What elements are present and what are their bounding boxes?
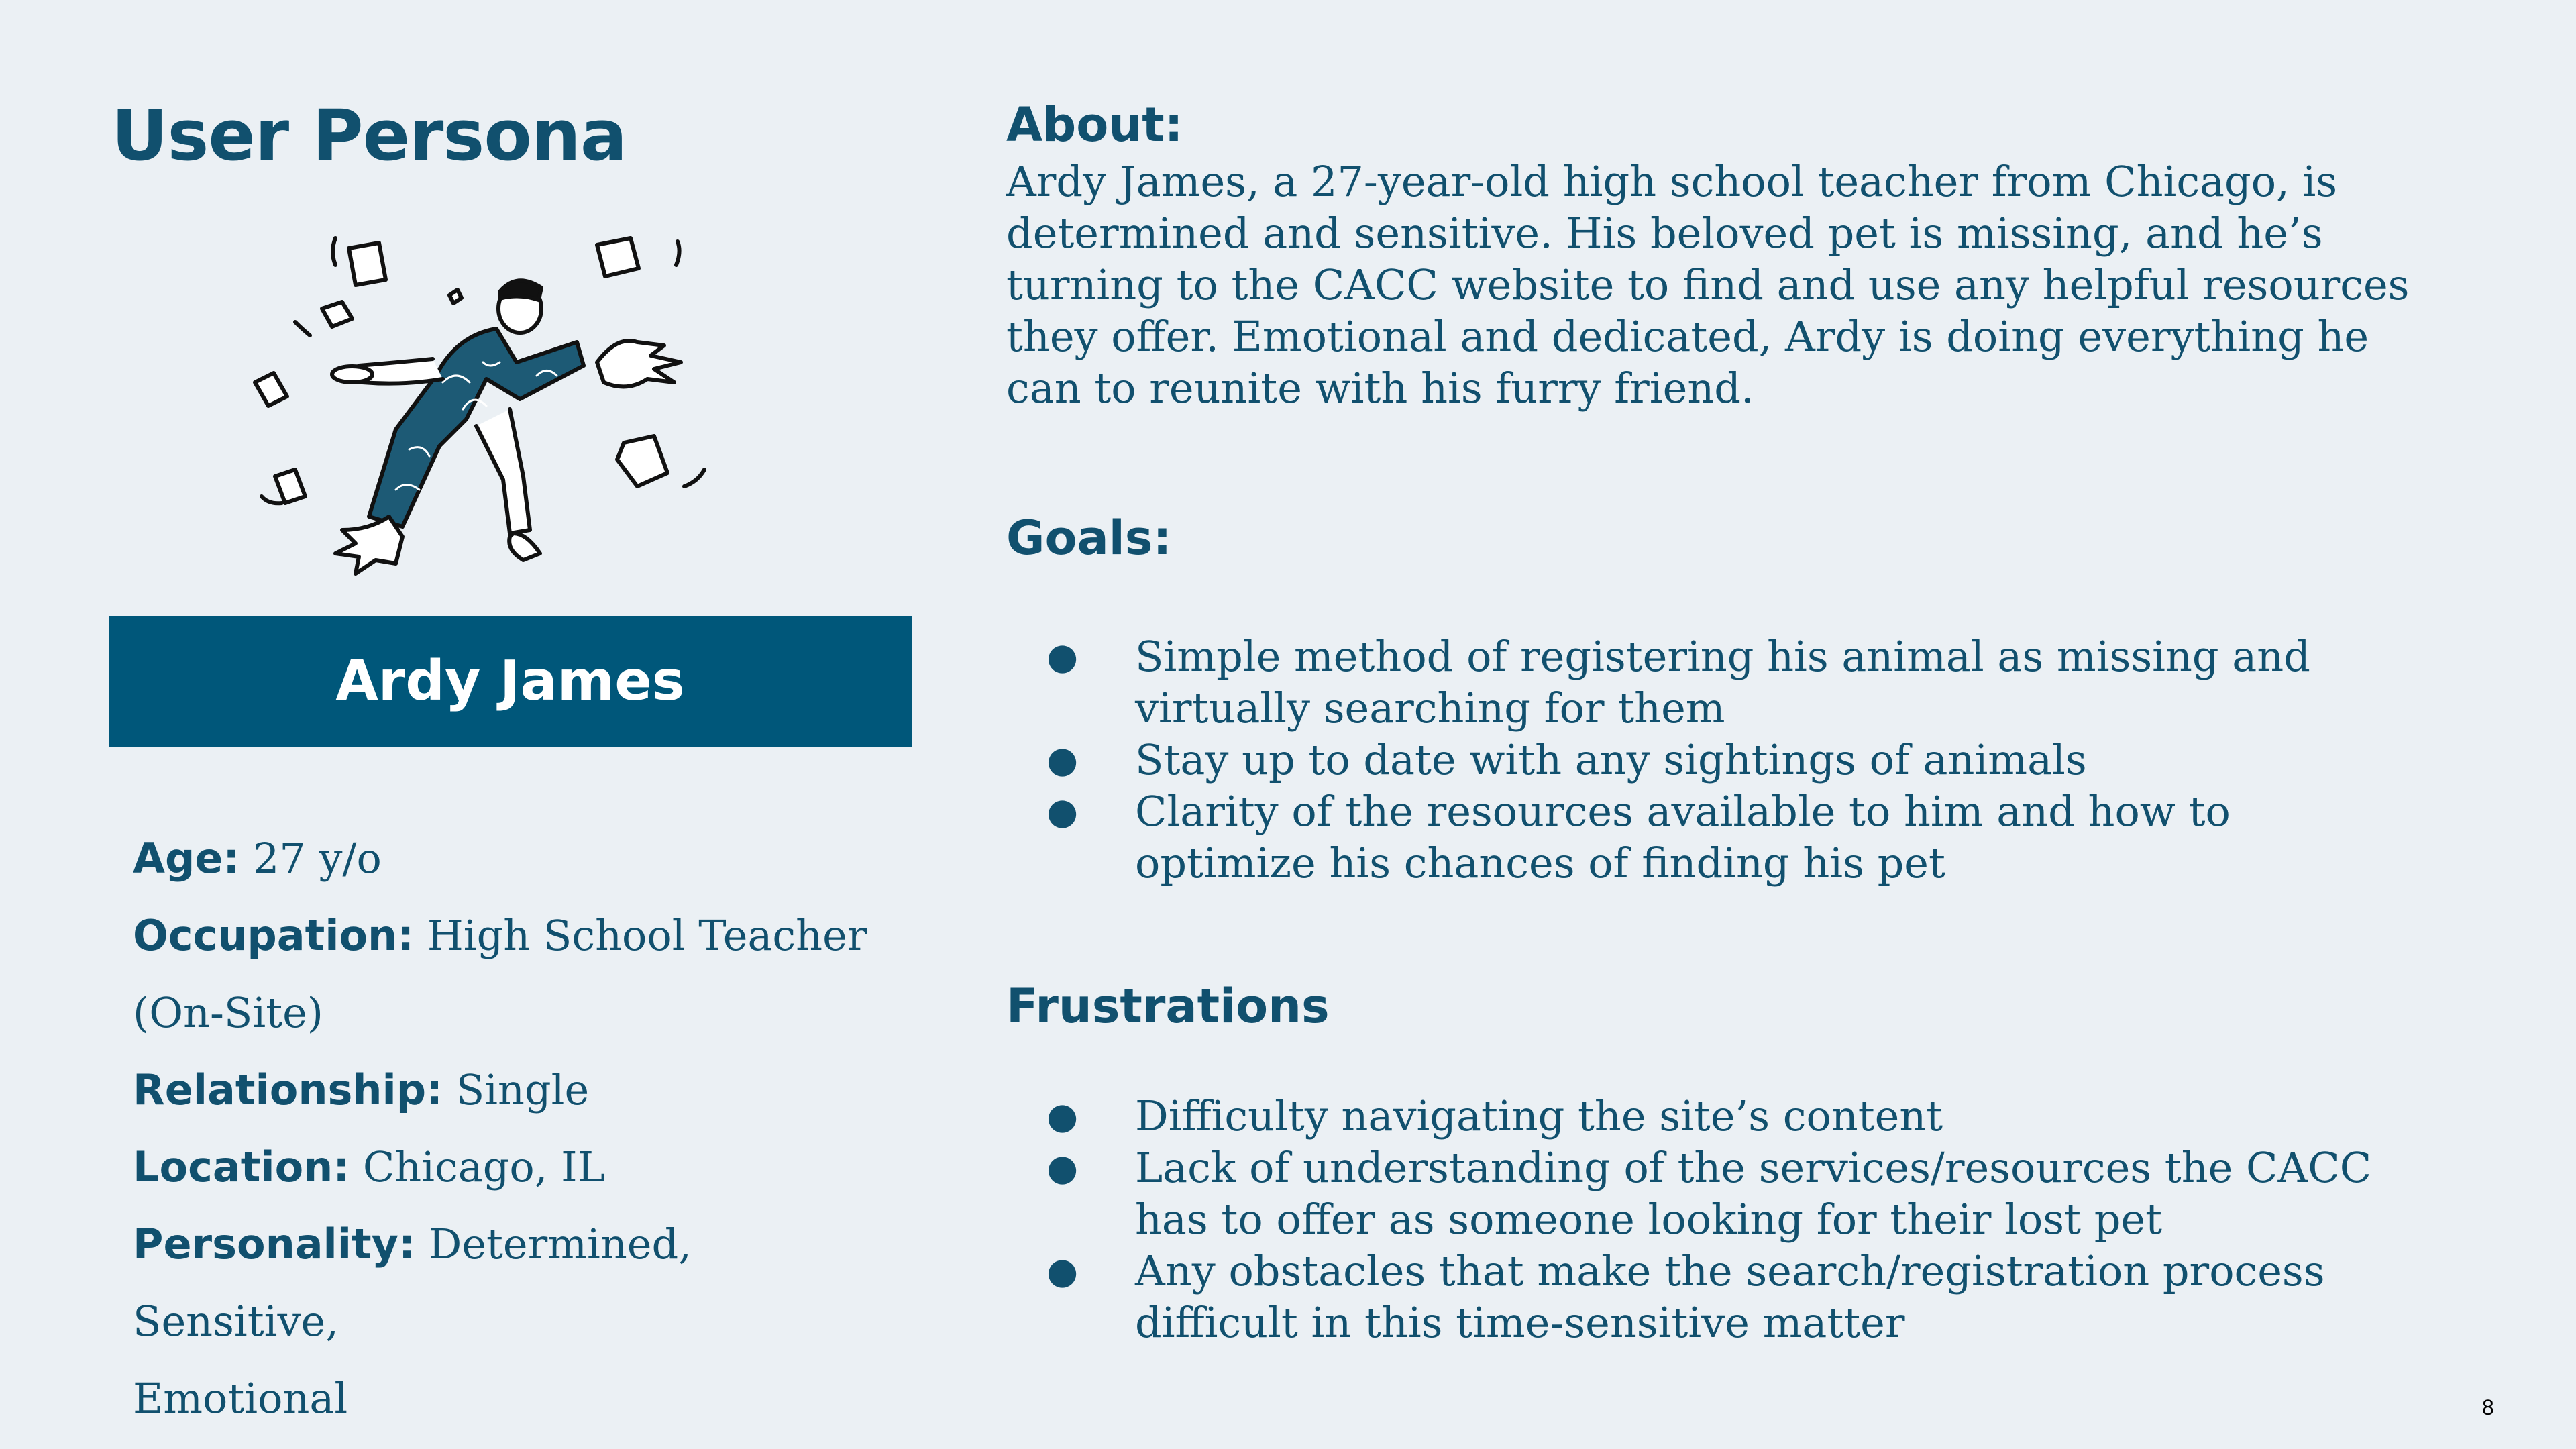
goal-text: Simple method of registering his animal as missing and virtually searching for them — [1135, 632, 2310, 733]
detail-occupation — [133, 897, 904, 974]
detail-value: High School Teacher — [413, 911, 867, 960]
paper-icon — [322, 302, 352, 327]
paper-icon — [255, 373, 287, 406]
persona-details — [133, 820, 904, 1437]
page-number: 8 — [2482, 1395, 2494, 1419]
detail-age — [133, 820, 904, 897]
goal-text: Stay up to date with any sightings of animals — [1135, 735, 2087, 784]
detail-label: Personality: — [133, 1220, 415, 1269]
detail-value: Determined, Sensitive, — [133, 1220, 692, 1346]
paper-icon — [597, 238, 639, 276]
detail-personality — [133, 1205, 904, 1360]
paper-icon — [349, 243, 386, 285]
list-item — [1046, 631, 2402, 734]
bullet-icon: ● — [1046, 635, 1079, 678]
bullet-icon: ● — [1046, 790, 1079, 833]
bullet-icon: ● — [1046, 1250, 1079, 1292]
bullet-icon: ● — [1046, 739, 1079, 781]
detail-personality-cont — [133, 1360, 904, 1437]
detail-relationship — [133, 1051, 904, 1128]
frustrations-list — [1046, 1090, 2402, 1348]
bullet-icon: ● — [1046, 1095, 1079, 1137]
frustration-text: Lack of understanding of the services/resources the CACC has to offer as someone looking for their lost pet — [1135, 1143, 2372, 1244]
detail-label: Occupation: — [133, 911, 414, 960]
list-item — [1046, 734, 2402, 786]
about-text: Ardy James, a 27-year-old high school teacher from Chicago, is determined and sensitive. His beloved pet is missing, and he’s turning to the CACC website to find and use any helpful resources they offer. Emotional and dedicated, Ardy is doing everything he can to reunite with his furry friend. — [1006, 157, 2410, 413]
detail-label: Age: — [133, 834, 240, 883]
list-item — [1046, 1245, 2402, 1348]
detail-label: Relationship: — [133, 1065, 443, 1114]
list-item — [1046, 1142, 2402, 1245]
detail-value: (On-Site) — [133, 988, 323, 1037]
list-item — [1046, 786, 2402, 889]
detail-value: Chicago, IL — [350, 1142, 605, 1191]
goals-heading: Goals: — [1006, 511, 1172, 566]
page-title: User Persona — [111, 95, 627, 176]
about-heading: About: — [1006, 97, 1183, 152]
paper-icon — [617, 436, 667, 486]
detail-label: Location: — [133, 1142, 350, 1191]
list-item — [1046, 1090, 2402, 1142]
frustration-text: Difficulty navigating the site’s content — [1135, 1091, 1943, 1140]
detail-value: Single — [442, 1065, 590, 1114]
detail-location — [133, 1128, 904, 1205]
goals-list — [1046, 631, 2402, 889]
persona-illustration — [241, 228, 751, 624]
frustrations-heading: Frustrations — [1006, 979, 1330, 1034]
detail-value: 27 y/o — [239, 834, 382, 883]
persona-name: Ardy James — [335, 649, 685, 713]
detail-occupation-cont — [133, 974, 904, 1051]
detail-value: Emotional — [133, 1374, 348, 1423]
goal-text: Clarity of the resources available to him and how to optimize his chances of finding his pet — [1135, 787, 2231, 888]
bullet-icon: ● — [1046, 1146, 1079, 1189]
persona-name-banner — [109, 616, 912, 747]
paper-icon — [275, 470, 305, 503]
frustration-text: Any obstacles that make the search/registration process difficult in this time-sensitive matter — [1135, 1246, 2325, 1347]
